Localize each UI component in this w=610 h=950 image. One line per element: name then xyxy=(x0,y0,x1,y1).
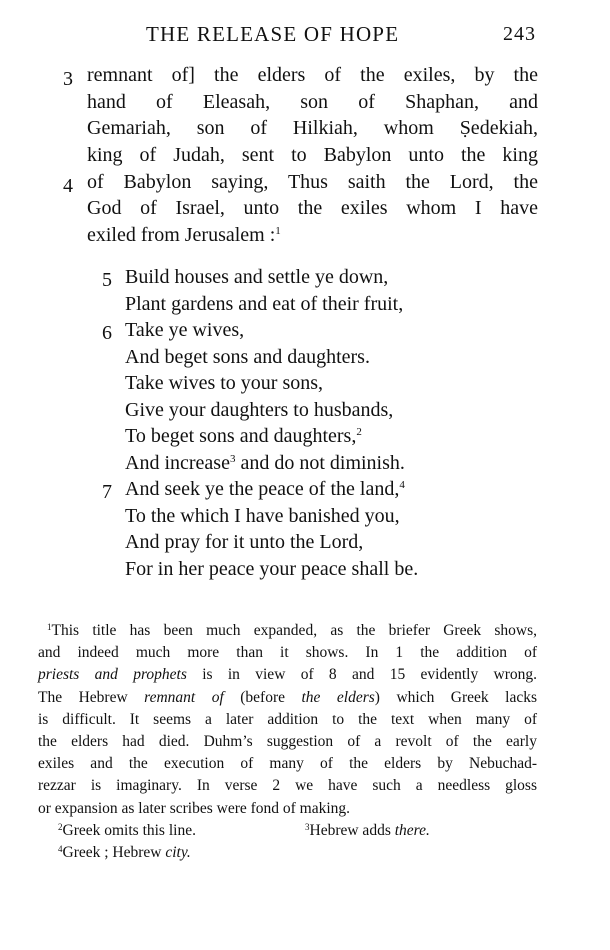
prose-line-text-part: exiled from Jerusalem : xyxy=(87,224,276,247)
poem-line-text: To the which I have banished you, xyxy=(125,504,400,527)
footnote-line xyxy=(0,664,610,686)
footnote-4 xyxy=(58,842,191,864)
footnote-text-part: This title has been much expanded, as the briefer Greek shows, xyxy=(51,622,537,639)
prose-line-text xyxy=(87,222,538,249)
verse-number: 7 xyxy=(102,481,112,503)
prose-line xyxy=(0,169,610,196)
prose-line-text: of Babylon saying, Thus saith the Lord, the xyxy=(87,170,538,193)
footnote-text-part: or expansion as later scribes were fond of making. xyxy=(38,799,351,817)
footnote-text-part: exiles and the execution of many of the elders by Nebuchad- xyxy=(38,755,537,773)
prose-line xyxy=(0,222,610,249)
prose-line xyxy=(0,195,610,222)
prose-line xyxy=(0,62,610,89)
prose-line xyxy=(0,89,610,116)
prose-line-text: king of Judah, sent to Babylon unto the king xyxy=(87,144,538,167)
footnote-italic: priests and prophets xyxy=(38,666,187,684)
footnote-marker: 3 xyxy=(305,821,310,832)
footnote-ref: 1 xyxy=(275,225,281,238)
footnote-italic: city. xyxy=(165,843,191,861)
poem-line-text-part: And seek ye the peace of the land, xyxy=(125,478,400,500)
poem-line xyxy=(0,556,610,583)
verse-number: 4 xyxy=(63,174,73,197)
poem-line-text xyxy=(125,423,362,450)
footnote-marker: 4 xyxy=(58,843,63,854)
footnote-line xyxy=(0,620,610,642)
poem-line-text: For in her peace your peace shall be. xyxy=(125,557,419,580)
footnote-text-part: Greek ; Hebrew xyxy=(62,843,166,861)
prose-line-text: God of Israel, unto the exiles whom I have xyxy=(87,197,538,220)
prose-passage xyxy=(0,62,610,249)
poem-line-text: Plant gardens and eat of their fruit, xyxy=(125,292,404,315)
footnote-text-part: Greek omits this line. xyxy=(62,821,196,839)
footnote-text-part: (before xyxy=(223,688,302,706)
poem-line-text-part: And increase xyxy=(125,451,230,474)
poem-line xyxy=(0,397,610,424)
poem-line xyxy=(0,476,610,503)
prose-line-text: hand of Eleasah, son of Shaphan, and xyxy=(87,90,538,113)
footnote-line xyxy=(0,775,610,797)
footnote-text-part xyxy=(38,664,537,686)
poem-line-text-part: To beget sons and daughters, xyxy=(125,425,357,447)
footnote-line xyxy=(0,820,610,842)
poem-line-text: Take wives to your sons, xyxy=(125,372,324,394)
footnote-text-part: rezzar is imaginary. In verse 2 we have such a needless gloss xyxy=(38,777,537,795)
prose-line xyxy=(0,115,610,142)
poem-line xyxy=(0,503,610,530)
prose-line-text: Gemariah, son of Hilkiah, whom Ṣedekiah, xyxy=(87,117,538,140)
footnote-line xyxy=(0,731,610,753)
page-header xyxy=(0,22,610,52)
footnote-text-part xyxy=(38,687,537,709)
footnote-3 xyxy=(305,820,430,842)
footnote-text-part: the elders had died. Duhm’s suggestion of a revolt of the early xyxy=(38,732,537,750)
footnote-marker: 1 xyxy=(47,622,52,632)
poem-line-text: Give your daughters to husbands, xyxy=(125,398,394,421)
poem-line xyxy=(0,317,610,344)
poem-line-text: Build houses and settle ye down, xyxy=(125,266,389,288)
footnotes xyxy=(0,620,610,864)
poem-line-text xyxy=(125,476,405,503)
footnote-line xyxy=(0,687,610,709)
footnote-italic: there. xyxy=(394,821,430,839)
poem-line xyxy=(0,264,610,291)
footnote-ref: 3 xyxy=(229,452,236,465)
verse-number: 3 xyxy=(63,68,73,90)
poem-line-text: And pray for it unto the Lord, xyxy=(125,531,364,553)
footnote-2 xyxy=(58,820,196,842)
poem-line xyxy=(0,423,610,450)
footnote-italic: the elders xyxy=(301,688,375,706)
prose-line xyxy=(0,142,610,169)
footnote-ref: 2 xyxy=(356,426,362,438)
poem-line xyxy=(0,370,610,397)
prose-line-text: remnant of] the elders of the exiles, by the xyxy=(87,64,538,86)
poem-line-text xyxy=(125,450,405,477)
footnote-marker: 2 xyxy=(58,821,63,832)
poem-passage xyxy=(0,264,610,582)
running-title: THE RELEASE OF HOPE xyxy=(146,22,400,46)
poem-line-text-part: and do not diminish. xyxy=(235,451,405,474)
footnote-line xyxy=(0,709,610,731)
footnote-line xyxy=(0,753,610,775)
footnote-1-text xyxy=(47,620,537,642)
poem-line xyxy=(0,529,610,556)
footnote-text-part: The Hebrew xyxy=(38,688,145,706)
footnote-text-part: Hebrew adds xyxy=(309,821,395,839)
footnote-line xyxy=(0,842,610,864)
footnote-text-part: ) which Greek lacks xyxy=(374,688,537,706)
footnote-line xyxy=(0,798,610,820)
footnote-text-part: and indeed much more than it shows. In 1 the addition of xyxy=(38,644,537,662)
footnote-ref: 4 xyxy=(399,479,405,491)
poem-line-text: And beget sons and daughters. xyxy=(125,345,370,368)
verse-number: 5 xyxy=(102,269,112,291)
poem-line xyxy=(0,291,610,318)
footnote-text-part: is in view of 8 and 15 evidently wrong. xyxy=(186,666,537,684)
poem-line-text: Take ye wives, xyxy=(125,319,245,341)
poem-line xyxy=(0,344,610,371)
verse-number: 6 xyxy=(102,322,112,344)
footnote-line xyxy=(0,642,610,664)
page-number: 243 xyxy=(503,23,536,45)
footnote-italic: remnant of xyxy=(144,688,224,706)
footnote-text-part: is difficult. It seems a later addition to the text when many of xyxy=(38,710,537,728)
poem-line xyxy=(0,450,610,477)
